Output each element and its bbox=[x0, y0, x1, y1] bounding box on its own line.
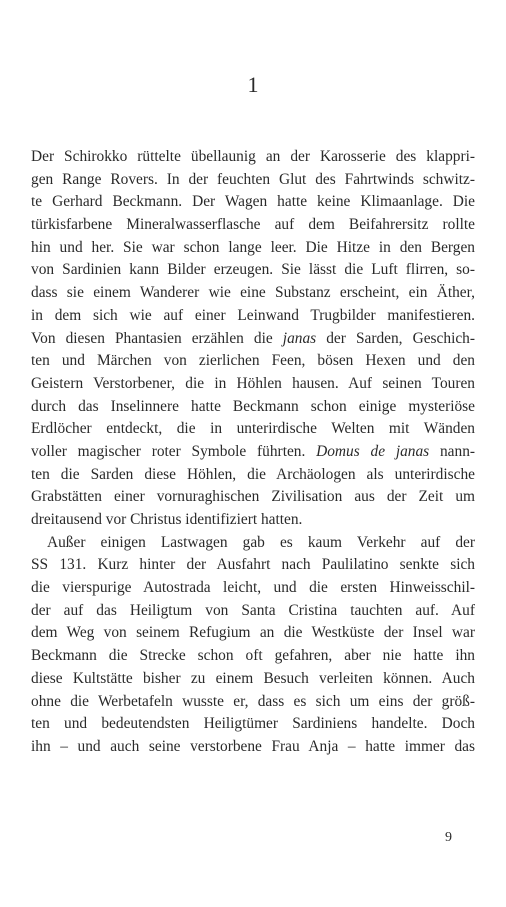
text-line: Von diesen Phantasien erzählen die janas der Sarden, Geschich- bbox=[31, 329, 475, 347]
text-line: ohne die Werbetafeln wusste er, dass es sich um eins der größ- bbox=[31, 692, 475, 710]
text-line: ten die Sarden diese Höhlen, die Archäologen als unterirdische bbox=[31, 465, 475, 483]
text-line: Beckmann die Strecke schon oft gefahren, aber nie hatte ihn bbox=[31, 647, 475, 665]
text-line: Außer einigen Lastwagen gab es kaum Verkehr auf der bbox=[47, 533, 475, 551]
text-line: dem Weg von seinem Refugium an die Westküste der Insel war bbox=[31, 624, 475, 642]
text-line: diese Kultstätte bisher zu einem Besuch verleiten können. Auch bbox=[31, 669, 475, 687]
text-line: die vierspurige Autostrada leicht, und die ersten Hinweisschil- bbox=[31, 579, 475, 597]
text-line: von Sardinien kann Bilder erzeugen. Sie lässt die Luft flirren, so- bbox=[31, 261, 475, 279]
italic-term: janas bbox=[282, 329, 317, 347]
text-line: der auf das Heiligtum von Santa Cristina tauchten auf. Auf bbox=[31, 601, 475, 619]
text-line: durch das Inselinnere hatte Beckmann schon einige mysteriöse bbox=[31, 397, 475, 415]
text-line: Erdlöcher entdeckt, die in unterirdische Welten mit Wänden bbox=[31, 420, 475, 438]
page-number: 9 bbox=[445, 830, 452, 845]
chapter-number: 1 bbox=[247, 72, 259, 97]
text-line: hin und her. Sie war schon lange leer. Die Hitze in den Bergen bbox=[31, 238, 475, 256]
text-line: Der Schirokko rüttelte übellaunig an der Karosserie des klappri- bbox=[31, 148, 475, 165]
text-line: ten und Märchen von zierlichen Feen, bösen Hexen und den bbox=[31, 352, 475, 370]
text-line: Geistern Verstorbener, die in Höhlen hausen. Auf seinen Touren bbox=[31, 374, 475, 392]
text-line: dreitausend vor Christus identifiziert hatten. bbox=[31, 511, 303, 528]
italic-term: Domus de janas bbox=[316, 442, 430, 460]
text-line: SS 131. Kurz hinter der Ausfahrt nach Paulilatino senkte sich bbox=[31, 556, 475, 574]
text-line: voller magischer roter Symbole führten. Domus de janas nann- bbox=[31, 442, 475, 460]
text-line: te Gerhard Beckmann. Der Wagen hatte keine Klimaanlage. Die bbox=[31, 193, 475, 211]
text-line: ten und bedeutendsten Heiligtümer Sardiniens handelte. Doch bbox=[31, 715, 475, 733]
text-line: gen Range Rovers. In der feuchten Glut des Fahrtwinds schwitz- bbox=[31, 170, 475, 188]
text-line: ihn – und auch seine verstorbene Frau Anja – hatte immer das bbox=[31, 737, 475, 755]
text-line: dass sie einem Wanderer wie eine Substanz erscheint, ein Äther, bbox=[31, 284, 475, 302]
body-text bbox=[31, 146, 475, 759]
text-line: Grabstätten einer vornuraghischen Zivilisation aus der Zeit um bbox=[31, 488, 475, 506]
text-line: in dem sich wie auf einer Leinwand Trugbilder manifestieren. bbox=[31, 306, 475, 324]
text-line: türkisfarbene Mineralwasserflasche auf dem Beifahrersitz rollte bbox=[31, 216, 475, 234]
